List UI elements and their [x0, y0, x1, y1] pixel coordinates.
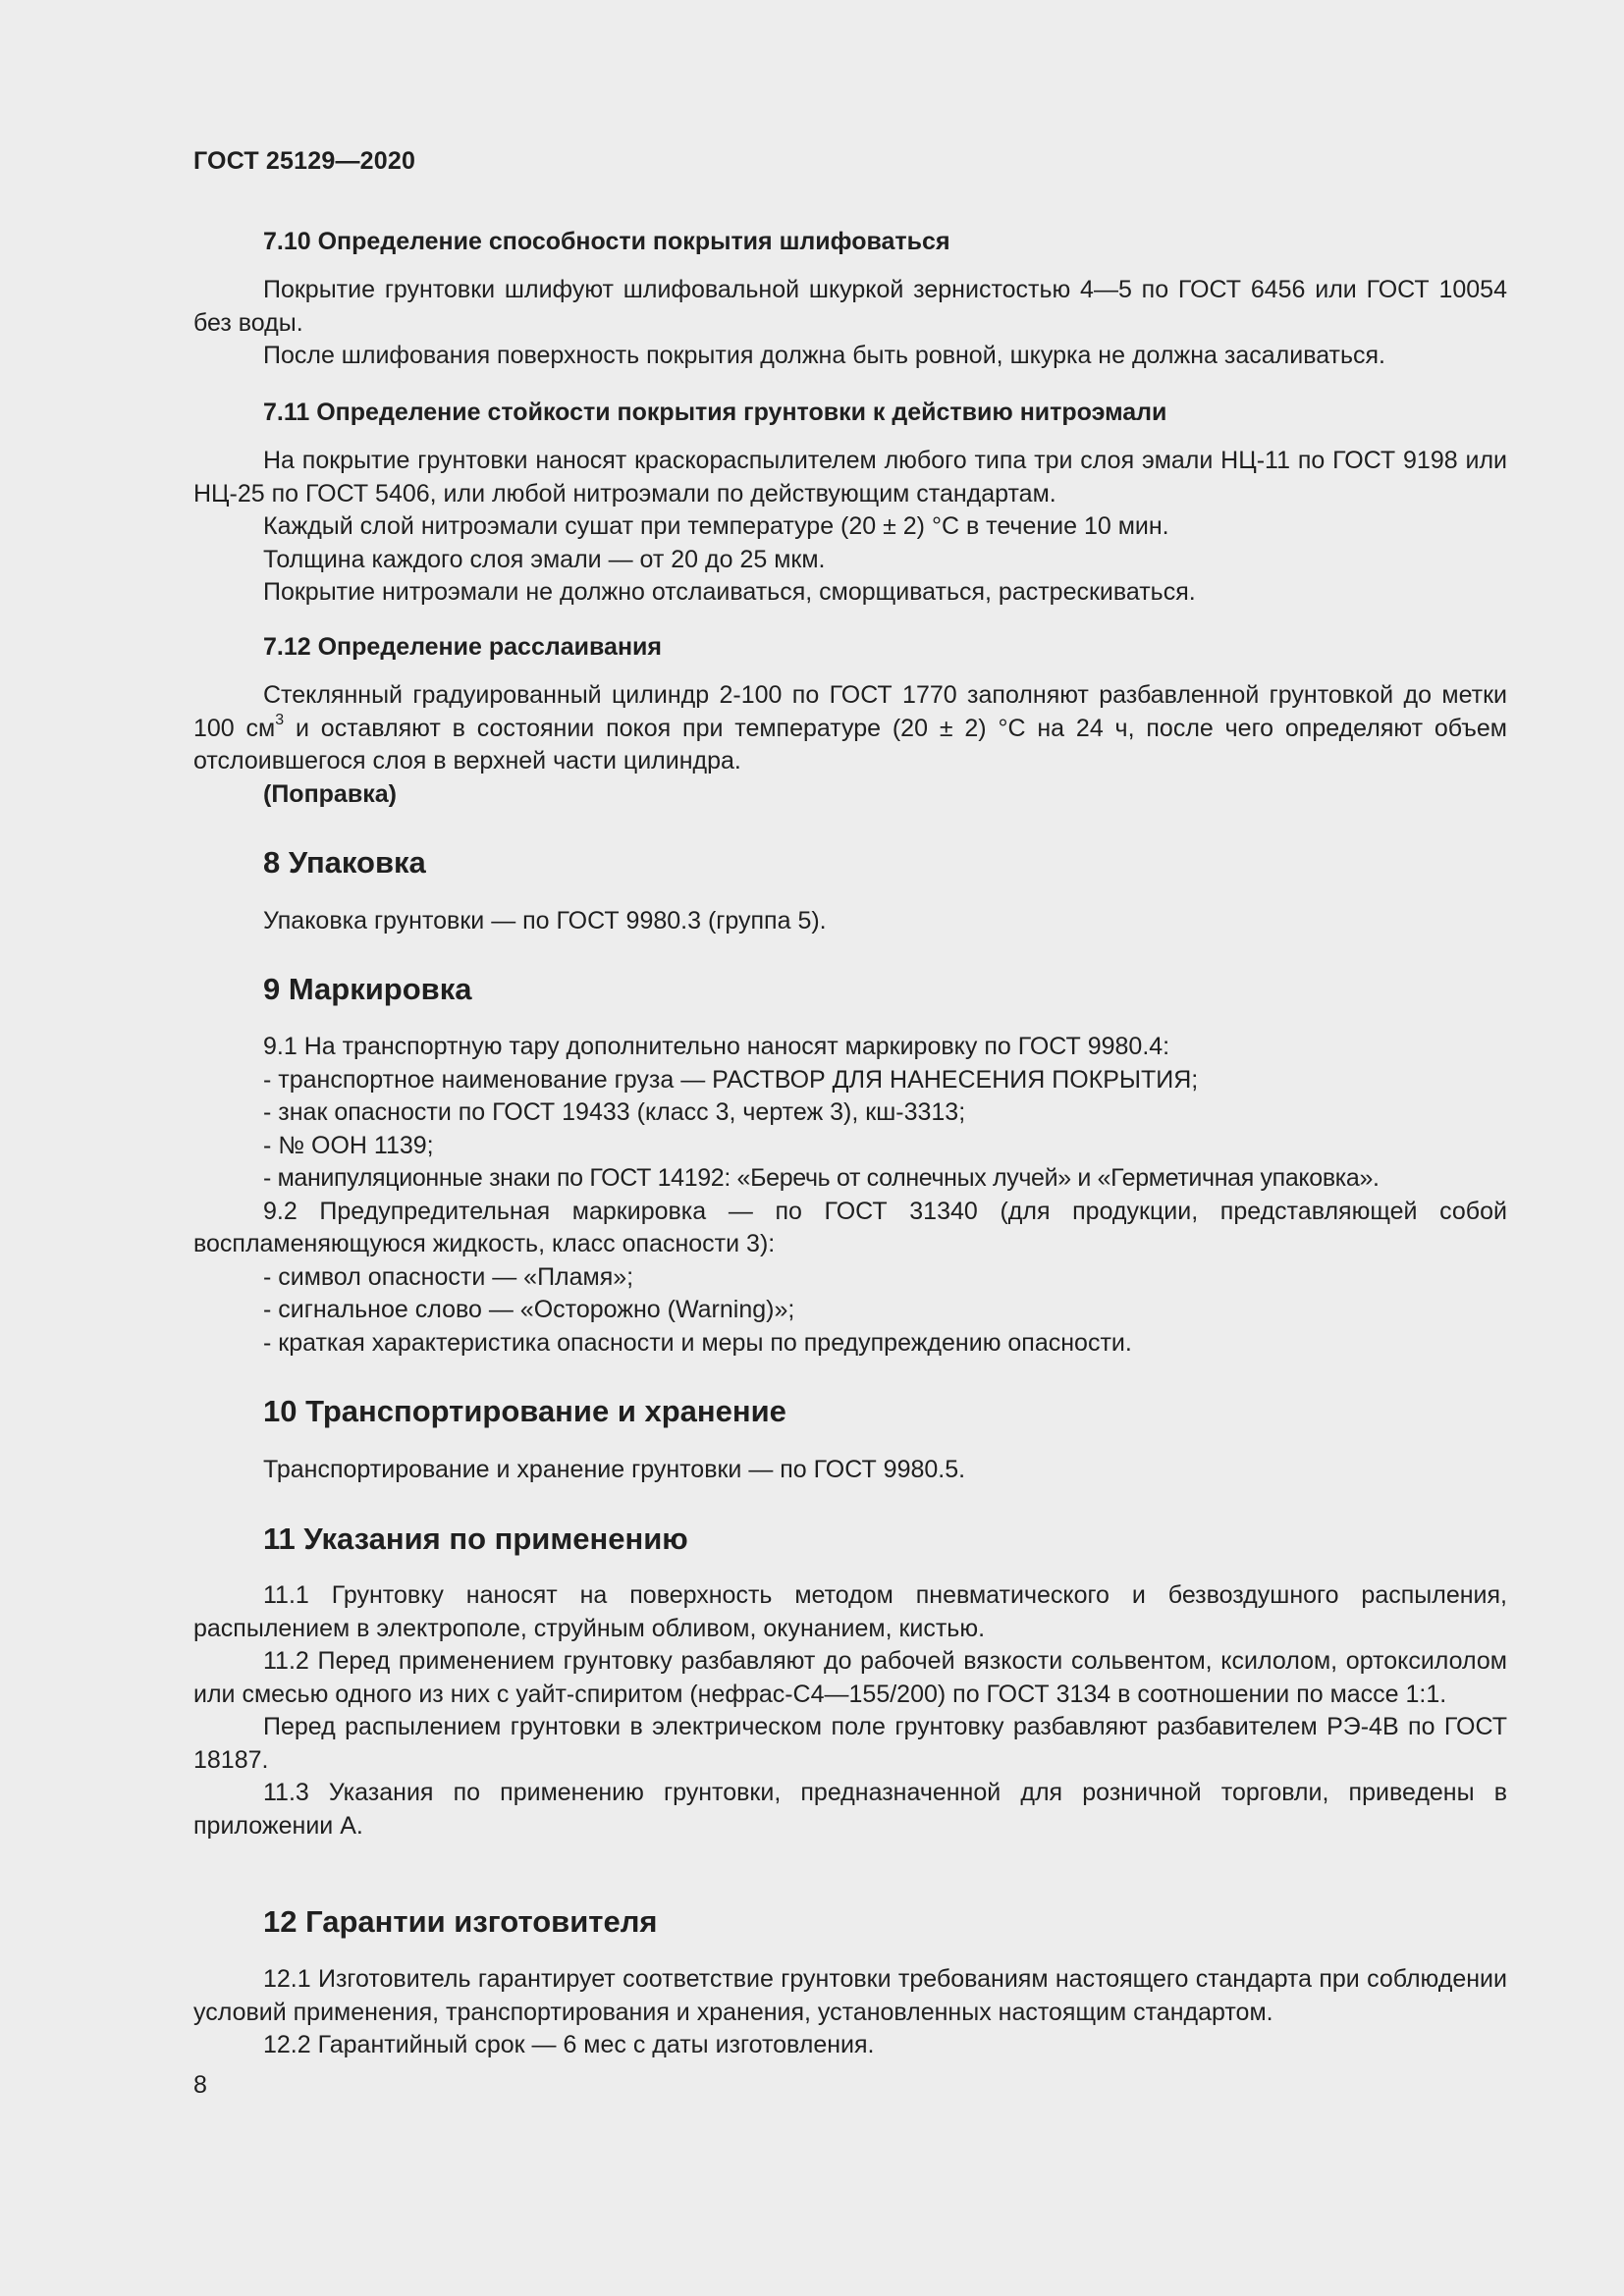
amendment-note: (Поправка) [263, 779, 397, 808]
paragraph: Каждый слой нитроэмали сушат при температуре (20 ± 2) °С в течение 10 мин. [263, 512, 1169, 540]
list-item: 9.2 Предупредительная маркировка — по ГОСТ 31340 (для продукции, представляющей собой воспламеняющуюся жидкость, класс опасности 3): [193, 1197, 1507, 1257]
section-11-title: 11 Указания по применению [263, 1522, 688, 1556]
list-item: - манипуляционные знаки по ГОСТ 14192: «Беречь от солнечных лучей» и «Герметичная упаковка». [263, 1164, 1380, 1192]
section-11-body [193, 1579, 1507, 1842]
paragraph: Транспортирование и хранение грунтовки — по ГОСТ 9980.5. [263, 1456, 966, 1483]
section-7-10-body [193, 274, 1507, 373]
section-7-12-body [193, 679, 1507, 811]
section-12-title: 12 Гарантии изготовителя [263, 1904, 658, 1939]
section-7-11-body [193, 445, 1507, 610]
paragraph: Покрытие грунтовки шлифуют шлифовальной шкуркой зернистостью 4—5 по ГОСТ 6456 или ГОСТ 10054 без воды. [193, 276, 1507, 337]
section-10 [193, 1392, 1507, 1431]
section-10-title: 10 Транспортирование и хранение [263, 1394, 786, 1428]
paragraph: После шлифования поверхность покрытия должна быть ровной, шкурка не должна засаливаться. [263, 342, 1386, 369]
section-8-body [193, 905, 1507, 938]
paragraph: Покрытие нитроэмали не должно отслаиваться, сморщиваться, растрескиваться. [263, 578, 1196, 606]
section-12 [193, 1902, 1507, 1942]
list-item: - сигнальное слово — «Осторожно (Warning)»; [263, 1296, 795, 1323]
paragraph: 12.2 Гарантийный срок — 6 мес с даты изготовления. [263, 2031, 875, 2058]
section-9-body [193, 1031, 1507, 1360]
section-7-10 [193, 225, 1507, 258]
list-item: - знак опасности по ГОСТ 19433 (класс 3, чертеж 3), кш-3313; [263, 1098, 966, 1126]
paragraph: 12.1 Изготовитель гарантирует соответствие грунтовки требованиям настоящего стандарта при соблюдении условий применения, транспортирования и хранения, установленных настоящим стандартом. [193, 1965, 1507, 2026]
section-8 [193, 843, 1507, 882]
paragraph: 11.1 Грунтовку наносят на поверхность методом пневматического и безвоздушного распыления, распылением в электрополе, струйным обливом, окунанием, кистью. [193, 1581, 1507, 1642]
section-7-11 [193, 396, 1507, 429]
section-7-11-title: 7.11 Определение стойкости покрытия грунтовки к действию нитроэмали [263, 399, 1167, 426]
section-7-12-title: 7.12 Определение расслаивания [263, 633, 663, 661]
paragraph: 11.2 Перед применением грунтовку разбавляют до рабочей вязкости сольвентом, ксилолом, ортоксилолом или смесью одного из них с уайт-спиритом (нефрас-С4—155/200) по ГОСТ 3134 в соотношении по массе 1:1. [193, 1647, 1507, 1708]
paragraph: На покрытие грунтовки наносят краскораспылителем любого типа три слоя эмали НЦ-11 по ГОСТ 9198 или НЦ-25 по ГОСТ 5406, или любой нитроэмали по действующим стандартам. [193, 447, 1507, 507]
paragraph: 11.3 Указания по применению грунтовки, предназначенной для розничной торговли, приведены в приложении А. [193, 1779, 1507, 1840]
section-7-12 [193, 630, 1507, 664]
document-header: ГОСТ 25129—2020 [193, 147, 416, 175]
section-8-title: 8 Упаковка [263, 845, 426, 880]
section-7-10-title: 7.10 Определение способности покрытия шлифоваться [263, 228, 950, 255]
section-9 [193, 970, 1507, 1009]
list-item: - символ опасности — «Пламя»; [263, 1262, 634, 1291]
paragraph: Упаковка грунтовки — по ГОСТ 9980.3 (группа 5). [263, 907, 827, 934]
list-item: - краткая характеристика опасности и меры по предупреждению опасности. [263, 1328, 1132, 1357]
paragraph: Стеклянный градуированный цилиндр 2-100 по ГОСТ 1770 заполняют разбавленной грунтовкой до метки 100 $см^3$ и оставляют в состоянии покоя при температуре (20 ± 2) °С на 24 ч, после чего определяют объем отслоившегося слоя в верхней части цилиндра. [193, 681, 1507, 774]
section-11 [193, 1520, 1507, 1559]
superscript: 3 [275, 712, 285, 729]
paragraph: Перед распылением грунтовки в электрическом поле грунтовку разбавляют разбавителем РЭ-4В по ГОСТ 18187. [193, 1713, 1507, 1774]
list-item: - № ООН 1139; [263, 1131, 434, 1159]
list-item: - транспортное наименование груза — РАСТВОР ДЛЯ НАНЕСЕНИЯ ПОКРЫТИЯ; [263, 1065, 1199, 1094]
section-10-body [193, 1454, 1507, 1487]
section-9-title: 9 Маркировка [263, 972, 472, 1006]
list-item: 9.1 На транспортную тару дополнительно наносят маркировку по ГОСТ 9980.4: [263, 1033, 1170, 1060]
paragraph: Толщина каждого слоя эмали — от 20 до 25 мкм. [263, 545, 826, 573]
page-number: 8 [193, 2071, 207, 2099]
section-12-body [193, 1963, 1507, 2062]
